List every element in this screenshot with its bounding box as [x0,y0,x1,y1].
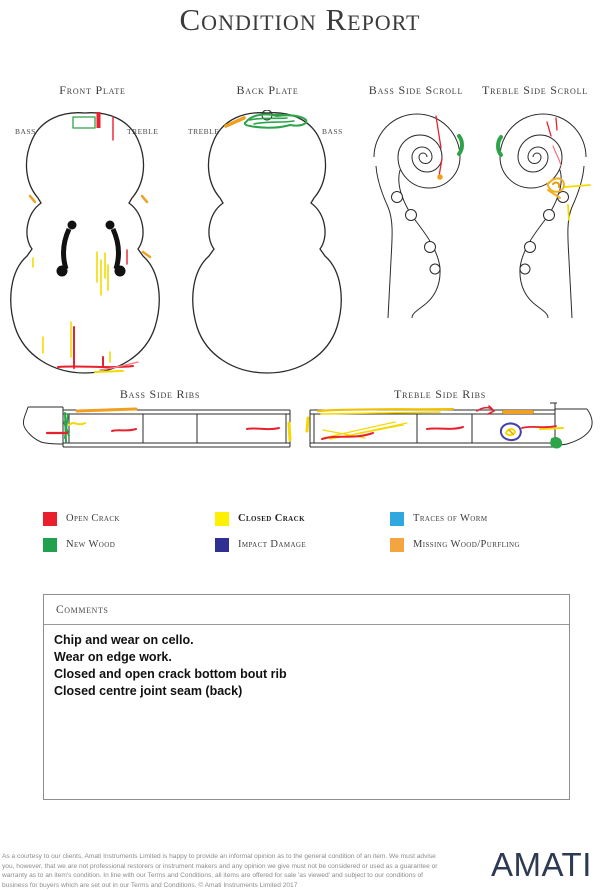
back-plate-diagram [182,110,352,382]
closed-crack-marks [69,423,290,440]
amati-logo: AMATI [491,846,592,883]
scroll-outline [500,114,586,318]
back-plate-treble-label: TREBLE [188,127,220,136]
treble-scroll-heading: Treble Side Scroll [482,83,588,97]
ribs-outline [23,407,290,447]
legend [43,511,573,552]
impact-damage-swatch [215,538,229,552]
open-crack-marks [58,112,138,370]
comment-line: Closed and open crack bottom bout rib [54,667,287,681]
open-crack-marks [47,428,279,433]
missing-wood-marks [77,409,136,411]
bass-ribs-heading: Bass Side Ribs [119,387,201,401]
new-wood-marks [64,413,69,442]
closed-crack-swatch [215,512,229,526]
new-wood-marks [459,136,462,154]
new-wood-marks [498,137,501,155]
impact-damage-marks [501,423,521,440]
missing-wood-marks [437,174,443,180]
bass-ribs-diagram [20,398,295,456]
closed-crack-marks [33,252,123,372]
traces-of-worm-swatch [390,512,404,526]
comments-body [44,625,569,707]
page-title: Condition Report [179,2,421,37]
comment-line: Closed centre joint seam (back) [54,684,243,698]
bass-scroll-diagram [360,110,480,318]
front-plate-heading: Front Plate [59,83,126,97]
legend-item-impact-damage [215,537,390,552]
legend-label: New Wood [66,539,116,550]
comments-header: Comments [44,595,569,625]
legend-label: Impact Damage [238,539,307,550]
back-plate-bass-label: BASS [322,127,343,136]
legend-item-closed-crack [215,511,390,526]
legend-item-missing-wood [390,537,573,552]
front-plate-treble-label: TREBLE [127,127,159,136]
open-crack-marks [547,118,561,166]
closed-crack-marks [565,185,590,220]
f-holes [57,221,126,277]
bass-scroll-heading: Bass Side Scroll [368,83,464,97]
front-plate-diagram [5,110,165,382]
comment-line: Wear on edge work. [54,650,172,664]
legend-label: Traces of Worm [413,513,488,524]
legend-label: Missing Wood/Purfling [413,539,520,550]
cello-back-outline [193,113,341,373]
new-wood-marks [73,117,95,128]
legend-item-open-crack [43,511,215,526]
footer-disclaimer: As a courtesy to our clients, Amati Instruments Limited is happy to provide an informal opinion as to the general condition of an item. We must advise you, however, that we are not professional restorers or instrument makers and any opinion we give must not be considered or used as a guarantee or warranty as to an item's condition. In line with our Terms and Conditions, all items are offered for sale 'as viewed' and subject to our conditions of business for buyers which are set out in our Terms and Conditions. © Amati Instruments Limited 2017 [2,853,438,889]
legend-item-traces-of-worm [390,511,573,526]
comments-box [43,594,570,800]
legend-item-new-wood [43,537,215,552]
treble-ribs-heading: Treble Side Ribs [394,387,486,401]
scroll-outline [374,114,460,318]
new-wood-swatch [43,538,57,552]
new-wood-marks [551,438,561,448]
legend-label: Closed Crack [238,513,305,524]
comment-line: Chip and wear on cello. [54,633,194,647]
cello-front-outline [11,113,159,373]
back-plate-heading: Back Plate [236,83,299,97]
new-wood-marks [245,114,307,127]
treble-scroll-diagram [480,110,600,318]
missing-wood-swatch [390,538,404,552]
legend-label: Open Crack [66,513,120,524]
front-plate-bass-label: BASS [15,127,36,136]
open-crack-swatch [43,512,57,526]
treble-ribs-diagram [305,398,595,456]
